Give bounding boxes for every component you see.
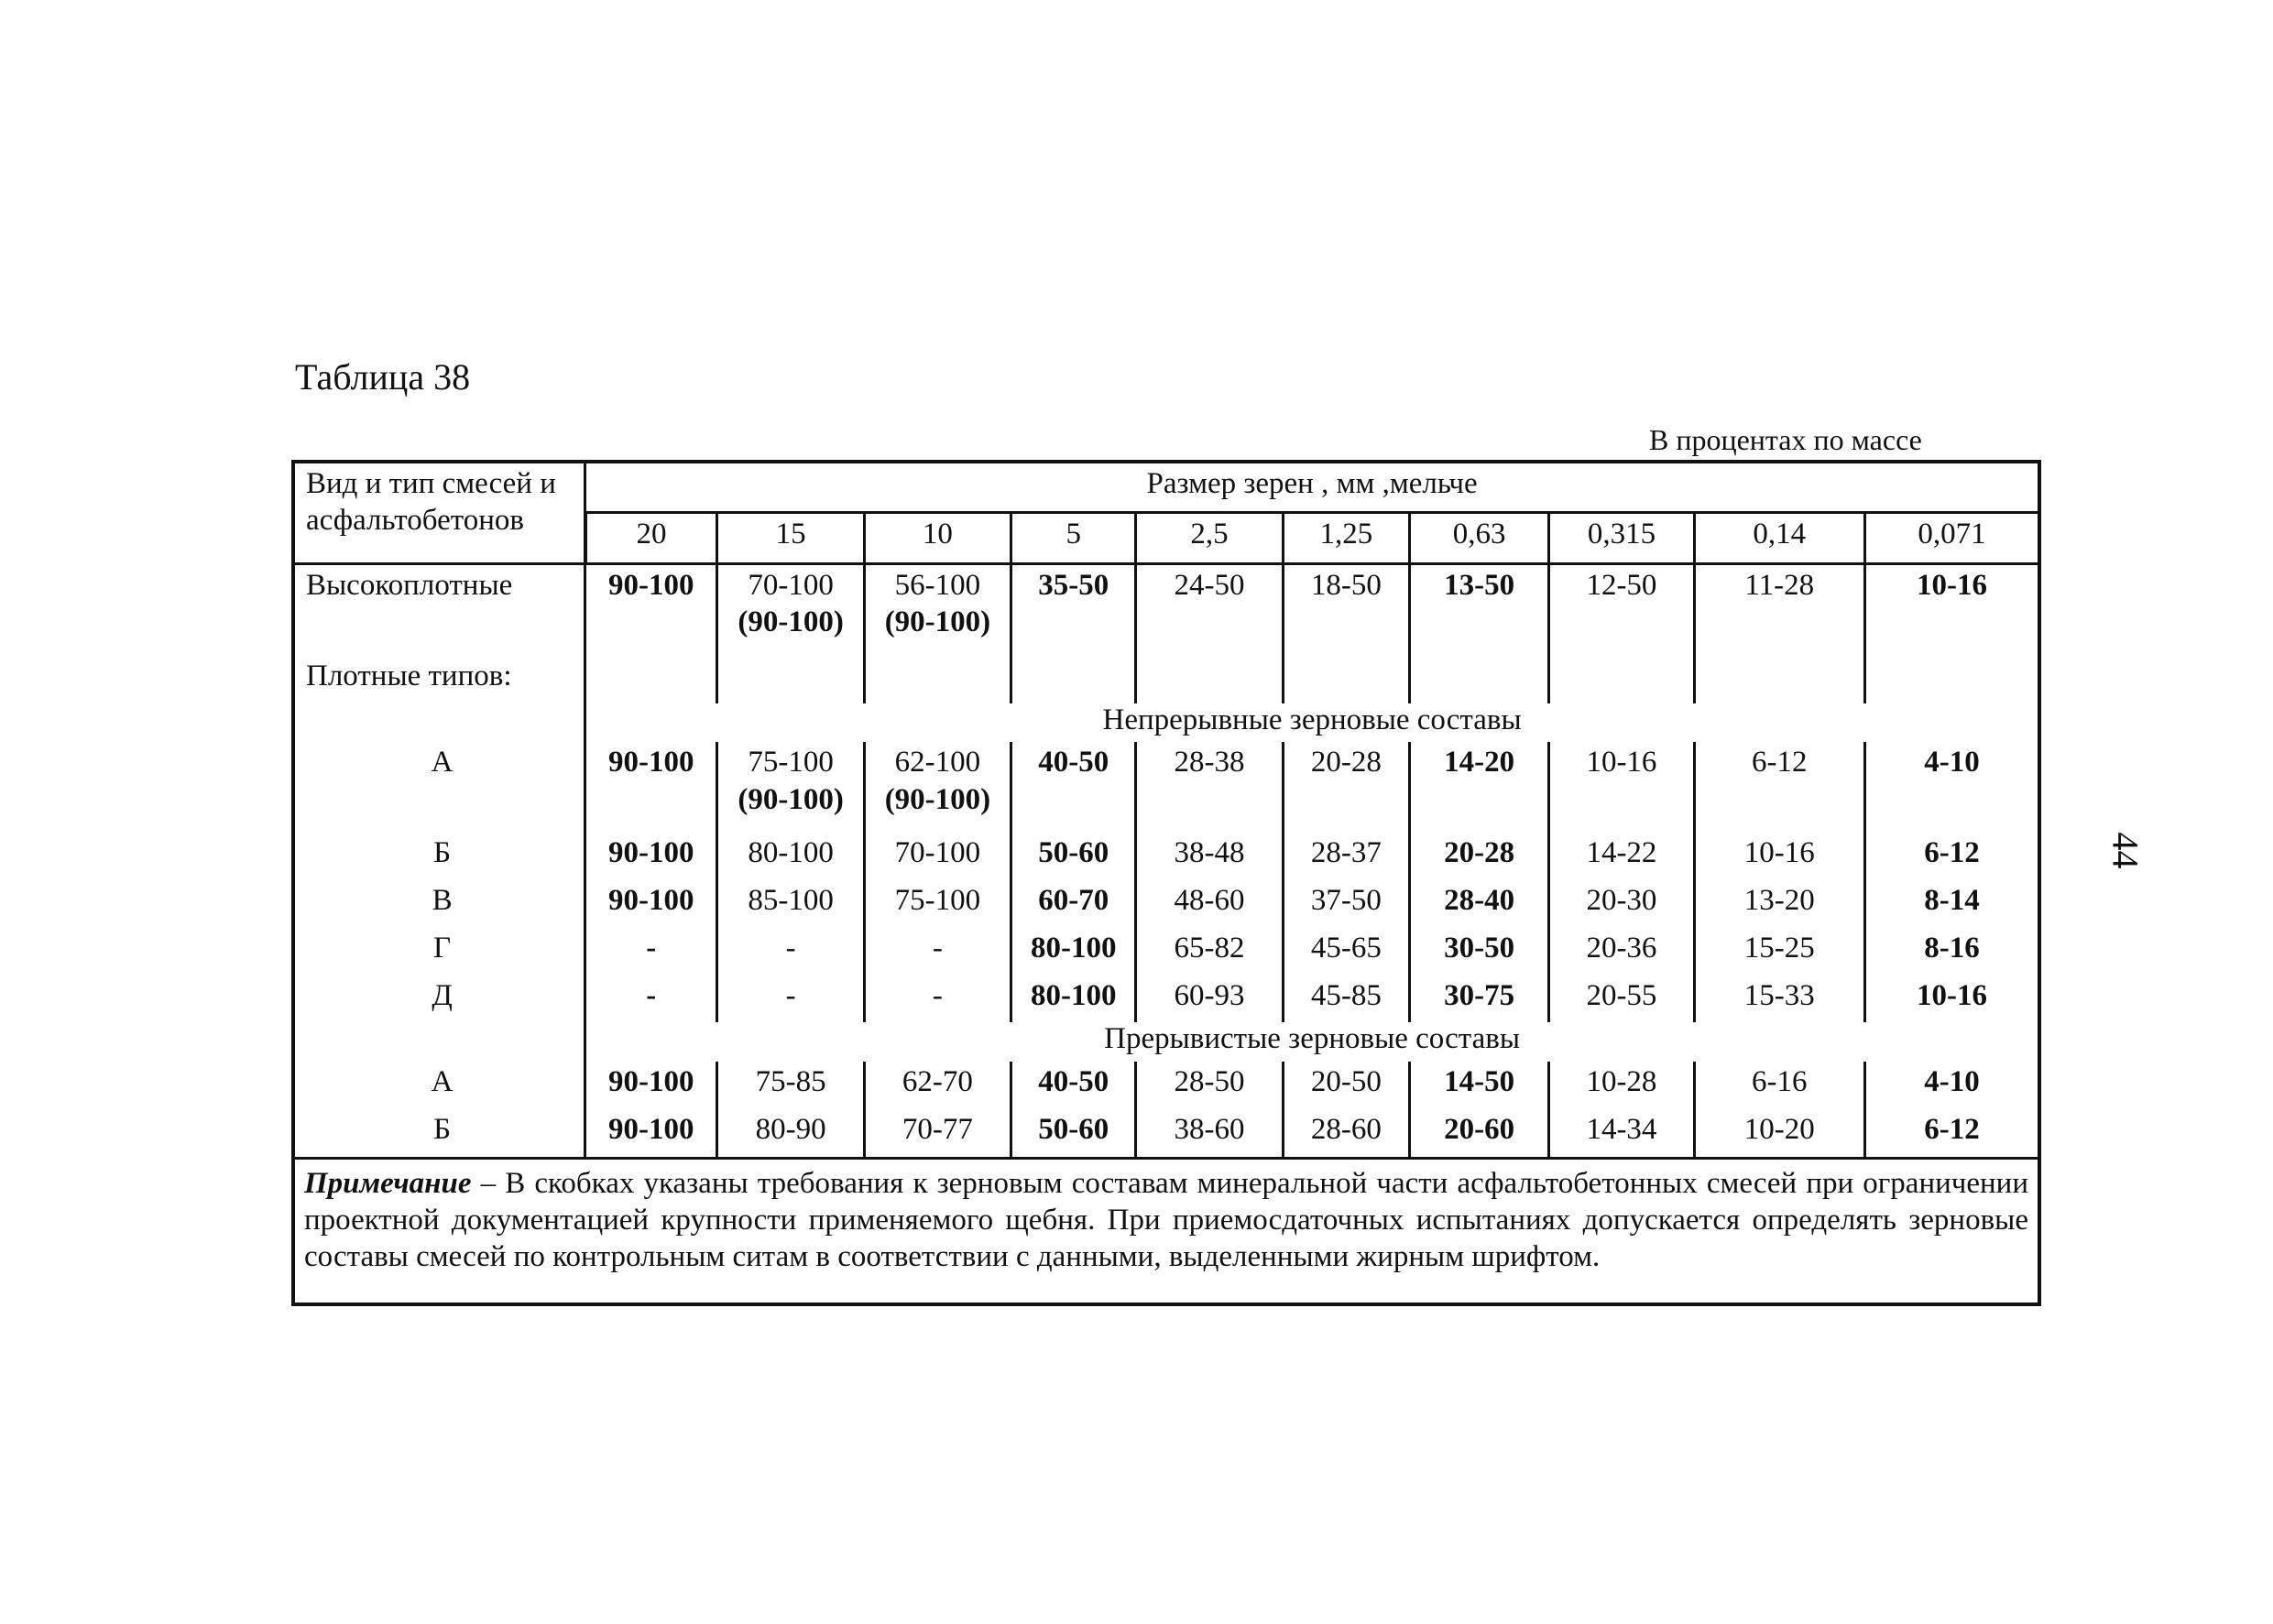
row-label: Б <box>293 1109 585 1159</box>
table-cell: 6-16 <box>1694 1062 1864 1109</box>
column-header: 5 <box>1011 513 1136 563</box>
column-group-header: Размер зерен , мм ,мельче <box>585 462 2039 513</box>
table-cell: 80-100 <box>717 833 864 880</box>
table-cell: 45-65 <box>1283 928 1409 975</box>
table-cell: 10-28 <box>1549 1062 1694 1109</box>
table-cell: 28-50 <box>1136 1062 1283 1109</box>
row-label: А <box>293 742 585 833</box>
table-cell: 70-100 <box>864 833 1011 880</box>
table-cell: 90-100 <box>585 563 717 656</box>
table-cell: - <box>864 928 1011 975</box>
column-header: 2,5 <box>1136 513 1283 563</box>
table-cell: 30-50 <box>1409 928 1548 975</box>
table-cell: 12-50 <box>1549 563 1694 656</box>
section-label-discontinuous: Прерывистые зерновые составы <box>585 1022 2039 1062</box>
column-header: 1,25 <box>1283 513 1409 563</box>
cell-value: 75-100 <box>748 746 834 779</box>
table-cell <box>717 563 864 656</box>
table-cell <box>717 742 864 833</box>
grain-composition-table <box>291 460 2041 1306</box>
column-header: 0,315 <box>1549 513 1694 563</box>
table-cell: 50-60 <box>1011 833 1136 880</box>
table-cell: 38-60 <box>1136 1109 1283 1159</box>
table-cell <box>864 742 1011 833</box>
table-cell: 11-28 <box>1694 563 1864 656</box>
table-row <box>293 1062 2039 1109</box>
table-cell: 60-70 <box>1011 880 1136 928</box>
row-label: Высокоплотные <box>293 563 585 656</box>
table-cell: 15-25 <box>1694 928 1864 975</box>
table-cell: 85-100 <box>717 880 864 928</box>
table-cell: - <box>717 975 864 1023</box>
table-note <box>293 1158 2039 1304</box>
row-header-cell: Вид и тип смесей и асфальтобетонов <box>293 462 585 563</box>
page-number: 44 <box>2104 832 2147 869</box>
row-label: Плотные типов: <box>293 656 585 703</box>
table-cell: 13-50 <box>1409 563 1548 656</box>
table-cell: 75-85 <box>717 1062 864 1109</box>
table-cell: 20-36 <box>1549 928 1694 975</box>
table-cell: 28-40 <box>1409 880 1548 928</box>
table-cell: 65-82 <box>1136 928 1283 975</box>
table-cell: 14-20 <box>1409 742 1548 833</box>
column-header: 20 <box>585 513 717 563</box>
table-row <box>293 656 2039 703</box>
table-cell: 30-75 <box>1409 975 1548 1023</box>
table-cell: 14-50 <box>1409 1062 1548 1109</box>
row-label: Г <box>293 928 585 975</box>
row-label: Б <box>293 833 585 880</box>
table-cell: 45-85 <box>1283 975 1409 1023</box>
table-row <box>293 880 2039 928</box>
table-cell: 28-38 <box>1136 742 1283 833</box>
table-cell: 10-16 <box>1864 563 2039 656</box>
cell-value: 56-100 <box>894 568 981 602</box>
table-row <box>293 928 2039 975</box>
column-header: 0,63 <box>1409 513 1548 563</box>
table-cell: 62-70 <box>864 1062 1011 1109</box>
table-cell: 50-60 <box>1011 1109 1136 1159</box>
table-cell: 75-100 <box>864 880 1011 928</box>
table-cell: 10-20 <box>1694 1109 1864 1159</box>
table-cell: 20-50 <box>1283 1062 1409 1109</box>
table-row <box>293 563 2039 656</box>
table-cell: 20-30 <box>1549 880 1694 928</box>
cell-alt-value: (90-100) <box>884 782 991 816</box>
table-cell: 28-60 <box>1283 1109 1409 1159</box>
cell-value: 62-100 <box>894 746 981 779</box>
table-cell: 24-50 <box>1136 563 1283 656</box>
table-cell: 8-14 <box>1864 880 2039 928</box>
units-caption: В процентах по массе <box>1649 423 1922 456</box>
table-cell: - <box>585 975 717 1023</box>
table-cell: 48-60 <box>1136 880 1283 928</box>
table-cell: - <box>585 928 717 975</box>
row-label: В <box>293 880 585 928</box>
table-row <box>293 742 2039 833</box>
table-cell: 20-55 <box>1549 975 1694 1023</box>
table-cell: 90-100 <box>585 1109 717 1159</box>
table-cell: 15-33 <box>1694 975 1864 1023</box>
column-header: 0,071 <box>1864 513 2039 563</box>
table-cell: 4-10 <box>1864 742 2039 833</box>
column-header: 0,14 <box>1694 513 1864 563</box>
table-cell: 90-100 <box>585 1062 717 1109</box>
table-cell: - <box>864 975 1011 1023</box>
table-row <box>293 975 2039 1023</box>
table-cell: 10-16 <box>1549 742 1694 833</box>
row-label: А <box>293 1062 585 1109</box>
row-label: Д <box>293 975 585 1023</box>
table-cell: 28-37 <box>1283 833 1409 880</box>
table-cell: 60-93 <box>1136 975 1283 1023</box>
table-title: Таблица 38 <box>295 356 471 398</box>
table-row <box>293 1109 2039 1159</box>
table-cell: 90-100 <box>585 742 717 833</box>
table-cell: 37-50 <box>1283 880 1409 928</box>
note-label: Примечание <box>304 1166 472 1200</box>
table-cell: 40-50 <box>1011 1062 1136 1109</box>
table-cell: 14-34 <box>1549 1109 1694 1159</box>
table-cell: 13-20 <box>1694 880 1864 928</box>
table-cell: 20-28 <box>1283 742 1409 833</box>
table-cell <box>864 563 1011 656</box>
table-cell: 20-60 <box>1409 1109 1548 1159</box>
cell-value: 70-100 <box>748 568 834 602</box>
table-cell: 35-50 <box>1011 563 1136 656</box>
note-text: – В скобках указаны требования к зерновым составам минеральной части асфальтобетонных смесей при ограничении проектной документацией крупности применяемого щебня. При приемосдаточных испытаниях допускается определять зерновые составы смесей по контрольным ситам в соответствии с данными, выделенными жирным шрифтом. <box>304 1166 2028 1274</box>
cell-alt-value: (90-100) <box>738 782 844 816</box>
table-cell: 6-12 <box>1864 1109 2039 1159</box>
table-cell: 18-50 <box>1283 563 1409 656</box>
table-cell: 90-100 <box>585 880 717 928</box>
table-cell: 6-12 <box>1694 742 1864 833</box>
section-label-continuous: Непрерывные зерновые составы <box>585 703 2039 743</box>
table-cell: 80-90 <box>717 1109 864 1159</box>
column-header: 15 <box>717 513 864 563</box>
table-cell: 38-48 <box>1136 833 1283 880</box>
table-row <box>293 833 2039 880</box>
table-cell: 10-16 <box>1864 975 2039 1023</box>
table-cell: 6-12 <box>1864 833 2039 880</box>
table-cell: 8-16 <box>1864 928 2039 975</box>
column-header: 10 <box>864 513 1011 563</box>
table-cell: 70-77 <box>864 1109 1011 1159</box>
table-cell: - <box>717 928 864 975</box>
table-cell: 80-100 <box>1011 928 1136 975</box>
cell-alt-value: (90-100) <box>738 605 844 638</box>
table-cell: 80-100 <box>1011 975 1136 1023</box>
cell-alt-value: (90-100) <box>884 605 991 638</box>
table-cell: 40-50 <box>1011 742 1136 833</box>
table-cell: 14-22 <box>1549 833 1694 880</box>
table-cell: 10-16 <box>1694 833 1864 880</box>
table-cell: 20-28 <box>1409 833 1548 880</box>
table-cell: 4-10 <box>1864 1062 2039 1109</box>
table-cell: 90-100 <box>585 833 717 880</box>
